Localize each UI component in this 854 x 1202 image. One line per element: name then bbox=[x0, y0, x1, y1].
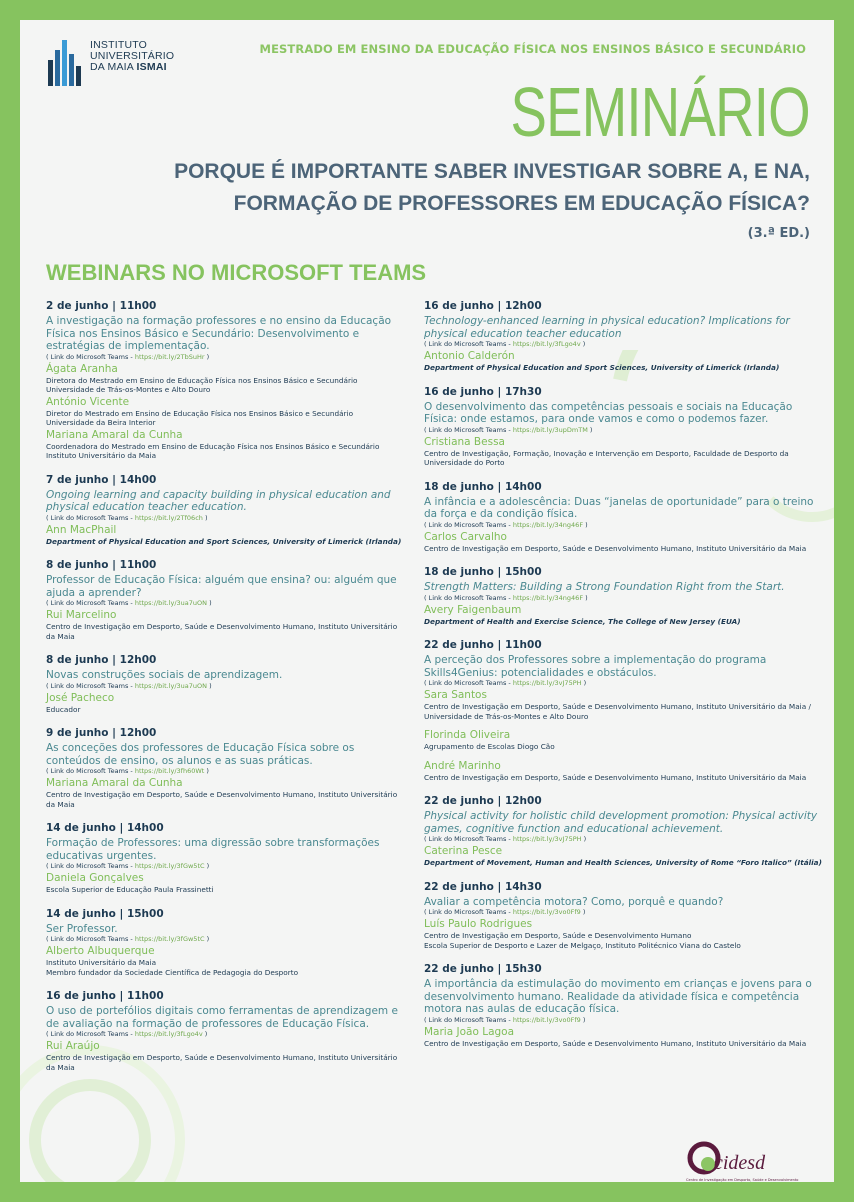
speaker-affiliation: Centro de Investigação em Desporto, Saúde e Desenvolvimento Humano, Instituto Universitário da Maia bbox=[424, 772, 807, 782]
link-prefix: ( Link do Microsoft Teams - bbox=[46, 513, 135, 522]
speaker-name: Cristiana Bessa bbox=[424, 435, 505, 448]
speaker-name: Rui Araújo bbox=[46, 1040, 100, 1052]
event-block bbox=[424, 963, 822, 1048]
speaker-affiliation: Centro de Investigação em Desporto, Saúde e Desenvolvimento Humano, Instituto Universitário da Maia bbox=[46, 790, 398, 809]
speaker-affiliation: Department of Physical Education and Sport Sciences, University of Limerick (Irlanda) bbox=[424, 363, 780, 372]
event-date: 18 de junho | 14h00 bbox=[424, 480, 542, 493]
event-date: 7 de junho | 14h00 bbox=[46, 473, 157, 486]
speaker-affiliation: Centro de Investigação em Desporto, Saúde e Desenvolvimento Humano, Instituto Universitário da Maia bbox=[46, 622, 398, 641]
link-suffix: ) bbox=[204, 767, 209, 775]
ismai-logo-icon bbox=[48, 40, 84, 86]
speaker-name: Caterina Pesce bbox=[424, 845, 503, 857]
speaker-name: Avery Faigenbaum bbox=[424, 603, 522, 616]
speaker-name: Alberto Albuquerque bbox=[46, 945, 155, 957]
event-date: 18 de junho | 15h00 bbox=[424, 566, 542, 578]
speaker-affiliation: Centro de Investigação em Desporto, Saúde e Desenvolvimento Humano, Instituto Universitário da Maia bbox=[46, 1053, 398, 1072]
link-prefix: ( Link do Microsoft Teams - bbox=[46, 599, 135, 607]
speaker-name: Carlos Carvalho bbox=[424, 530, 507, 543]
teams-link-line bbox=[424, 835, 822, 843]
event-title: Novas construções sociais de aprendizagem. bbox=[46, 669, 283, 681]
teams-link[interactable]: https://bit.ly/34ng46F bbox=[512, 520, 584, 529]
speaker-affiliation: Diretora do Mestrado em Ensino de Educação Física nos Ensinos Básico e Secundário bbox=[46, 375, 358, 385]
event-title: Ser Professor. bbox=[46, 922, 118, 935]
speaker-gap bbox=[424, 752, 822, 759]
teams-link[interactable]: https://bit.ly/3upDmTM bbox=[512, 425, 588, 434]
speaker-affiliation: Membro fundador da Sociedade Científica de Pedagogia do Desporto bbox=[46, 967, 299, 977]
link-prefix: ( Link do Microsoft Teams - bbox=[46, 681, 135, 690]
teams-link[interactable]: https://bit.ly/3vo0Ff9 bbox=[512, 1015, 581, 1024]
speaker-name: Rui Marcelino bbox=[46, 609, 117, 621]
speaker-affiliation: Centro de Investigação em Desporto, Saúde e Desenvolvimento Humano bbox=[424, 931, 692, 940]
speaker-affiliation: Department of Movement, Human and Health Sciences, University of Rome “Foro Italico” (Itália) bbox=[424, 858, 822, 867]
event-block bbox=[424, 481, 822, 554]
speaker-name: Luís Paulo Rodrigues bbox=[424, 918, 533, 930]
speaker-name: Sara Santos bbox=[424, 689, 487, 701]
speaker-affiliation: Instituto Universitário da Maia bbox=[46, 958, 157, 967]
speaker-affiliation: Educador bbox=[46, 704, 81, 714]
event-title: Professor de Educação Física: alguém que ensina? ou: alguém que ajuda a aprender? bbox=[46, 574, 397, 599]
teams-link[interactable]: https://bit.ly/34ng46F bbox=[512, 593, 584, 602]
teams-link[interactable]: https://bit.ly/3fLgo4v bbox=[512, 340, 581, 348]
link-suffix: ) bbox=[207, 681, 212, 690]
event-block bbox=[46, 908, 406, 978]
link-prefix: ( Link do Microsoft Teams - bbox=[424, 835, 513, 843]
event-title: A perceção dos Professores sobre a implementação do programa Skills4Genius: potencialidades e obstáculos. bbox=[424, 654, 767, 679]
speaker-affiliation: Department of Health and Exercise Science, The College of New Jersey (EUA) bbox=[424, 616, 741, 626]
speaker-affiliation: Coordenadora do Mestrado em Ensino de Educação Física nos Ensinos Básico e Secundário bbox=[46, 441, 380, 451]
event-title: Technology-enhanced learning in physical education? Implications for physical education teacher education bbox=[424, 315, 790, 340]
link-prefix: ( Link do Microsoft Teams - bbox=[46, 862, 135, 870]
link-prefix: ( Link do Microsoft Teams - bbox=[424, 520, 513, 529]
event-date: 22 de junho | 11h00 bbox=[424, 639, 542, 651]
speaker-name: José Pacheco bbox=[46, 691, 115, 704]
event-block bbox=[424, 795, 822, 868]
logo-line1: INSTITUTO bbox=[90, 39, 148, 51]
teams-link[interactable]: https://bit.ly/3fGw5tC bbox=[134, 862, 205, 870]
link-suffix: ) bbox=[580, 908, 586, 916]
cidesd-caption: Centro de Investigação em Desporto, Saúde e Desenvolvimento Humano · Research Center in Sports Sciences, Health Sciences and Human Development bbox=[686, 1178, 805, 1190]
teams-link[interactable]: https://bit.ly/3vo0Ff9 bbox=[512, 908, 581, 916]
teams-link-line bbox=[46, 599, 406, 607]
teams-link[interactable]: https://bit.ly/3ua7uON bbox=[134, 599, 208, 607]
link-suffix: ) bbox=[581, 679, 587, 687]
event-block bbox=[424, 566, 822, 626]
speaker-gap bbox=[424, 721, 822, 728]
cidesd-name: cidesd bbox=[714, 1152, 766, 1174]
event-date: 2 de junho | 11h00 bbox=[46, 300, 157, 312]
speaker-affiliation: Centro de Investigação, Formação, Inovação e Intervenção em Desporto, Faculdade de Desporto da Universidade do Porto bbox=[424, 448, 789, 467]
logo-line3b: ISMAI bbox=[136, 61, 167, 73]
event-date: 22 de junho | 14h30 bbox=[424, 880, 542, 893]
link-suffix: ) bbox=[583, 593, 588, 602]
event-date: 9 de junho | 12h00 bbox=[46, 727, 157, 739]
event-title: A infância e a adolescência: Duas “janelas de oportunidade” para o treino da força e da condição física. bbox=[424, 495, 814, 520]
logo-text bbox=[90, 40, 174, 73]
teams-link-line bbox=[424, 521, 822, 529]
logo-line2: UNIVERSITÁRIO bbox=[90, 50, 175, 62]
event-block bbox=[424, 639, 822, 782]
speaker-affiliation: Escola Superior de Educação Paula Frassinetti bbox=[46, 885, 214, 894]
event-title: As conceções dos professores de Educação Física sobre os conteúdos de ensino, os alunos e as suas práticas. bbox=[46, 742, 355, 767]
event-block bbox=[46, 990, 406, 1072]
teams-link-line bbox=[424, 1016, 822, 1024]
link-prefix: ( Link do Microsoft Teams - bbox=[424, 425, 513, 434]
link-prefix: ( Link do Microsoft Teams - bbox=[424, 1015, 513, 1024]
link-suffix: ) bbox=[207, 599, 212, 607]
teams-link[interactable]: https://bit.ly/3fh60Wt bbox=[134, 767, 205, 775]
teams-link[interactable]: https://bit.ly/3fGw5tC bbox=[134, 935, 205, 943]
teams-link-line bbox=[424, 594, 822, 602]
link-prefix: ( Link do Microsoft Teams - bbox=[424, 908, 513, 916]
speaker-affiliation: Universidade da Beira Interior bbox=[46, 418, 156, 427]
link-suffix: ) bbox=[581, 835, 587, 843]
event-title: Physical activity for holistic child development promotion: Physical activity games, cognitive function and educational achievement. bbox=[424, 810, 818, 835]
teams-link-line bbox=[424, 426, 822, 434]
event-title: O uso de portefólios digitais como ferramentas de aprendizagem e de avaliação na formação de professores de Educação Física. bbox=[46, 1005, 398, 1030]
teams-link[interactable]: https://bit.ly/3ua7uON bbox=[134, 681, 208, 690]
event-block bbox=[46, 822, 406, 895]
teams-link[interactable]: https://bit.ly/3vJ75PH bbox=[512, 679, 582, 687]
speaker-name: Ann MacPhail bbox=[46, 523, 117, 536]
teams-link-line bbox=[46, 862, 406, 870]
teams-link[interactable]: https://bit.ly/3vJ75PH bbox=[512, 835, 582, 843]
teams-link-line bbox=[424, 340, 822, 348]
master-title: MESTRADO EM ENSINO DA EDUCAÇÃO FÍSICA NOS ENSINOS BÁSICO E SECUNDÁRIO bbox=[259, 42, 806, 56]
event-title: Strength Matters: Building a Strong Foundation Right from the Start. bbox=[424, 581, 785, 593]
teams-link[interactable]: https://bit.ly/2Tf06ch bbox=[134, 513, 203, 522]
seminar-heading: SEMINÁRIO bbox=[510, 73, 810, 151]
speaker-name: Maria João Lagoa bbox=[424, 1025, 515, 1038]
event-date: 22 de junho | 12h00 bbox=[424, 795, 542, 807]
speaker-affiliation: Instituto Universitário da Maia bbox=[46, 451, 157, 460]
speaker-affiliation: Department of Physical Education and Sport Sciences, University of Limerick (Irlanda) bbox=[46, 536, 402, 546]
event-title: Avaliar a competência motora? Como, porquê e quando? bbox=[424, 895, 724, 908]
logo-line3a: DA MAIA bbox=[90, 61, 134, 73]
event-block bbox=[46, 474, 406, 547]
speaker-name: Ágata Aranha bbox=[46, 362, 118, 375]
link-prefix: ( Link do Microsoft Teams - bbox=[46, 767, 135, 775]
link-prefix: ( Link do Microsoft Teams - bbox=[46, 935, 135, 943]
event-block bbox=[46, 727, 406, 809]
teams-link[interactable]: https://bit.ly/3fLgo4v bbox=[134, 1030, 203, 1038]
ismai-logo bbox=[48, 40, 174, 86]
link-suffix: ) bbox=[204, 935, 210, 943]
event-date: 8 de junho | 11h00 bbox=[46, 559, 157, 571]
link-suffix: ) bbox=[204, 862, 210, 870]
link-suffix: ) bbox=[202, 513, 208, 522]
link-prefix: ( Link do Microsoft Teams - bbox=[424, 593, 513, 602]
event-block bbox=[424, 300, 822, 373]
link-suffix: ) bbox=[587, 425, 593, 434]
speaker-affiliation: Centro de Investigação em Desporto, Saúde e Desenvolvimento Humano, Instituto Universitário da Maia / Universidade de Trás-os-Montes e Alto Douro bbox=[424, 702, 811, 721]
teams-link-line bbox=[46, 682, 406, 690]
event-date: 14 de junho | 15h00 bbox=[46, 907, 164, 920]
event-title: O desenvolvimento das competências pessoais e sociais na Educação Física: onde estamos, para onde vamos e como o podemos fazer. bbox=[424, 400, 793, 425]
speaker-affiliation: Centro de Investigação em Desporto, Saúde e Desenvolvimento Humano, Instituto Universitário da Maia bbox=[424, 543, 807, 553]
subtitle-line2: FORMAÇÃO DE PROFESSORES EM EDUCAÇÃO FÍSICA? bbox=[233, 192, 810, 215]
edition-label: (3.ª ED.) bbox=[747, 226, 810, 241]
speaker-affiliation: Universidade de Trás-os-Montes e Alto Douro bbox=[46, 385, 211, 394]
event-title: A investigação na formação professores e no ensino da Educação Física nos Ensinos Básico e Secundário: Desenvolvimento e estratégias de implementação. bbox=[46, 315, 392, 352]
event-block bbox=[46, 300, 406, 461]
teams-link-line bbox=[46, 1030, 406, 1038]
link-suffix: ) bbox=[202, 1030, 208, 1038]
event-title: Ongoing learning and capacity building in physical education and physical education teacher education. bbox=[46, 488, 391, 513]
speaker-affiliation: Escola Superior de Desporto e Lazer de Melgaço, Instituto Politécnico Viana do Castelo bbox=[424, 940, 741, 950]
link-suffix: ) bbox=[580, 1015, 586, 1024]
event-title: Formação de Professores: uma digressão sobre transformações educativas urgentes. bbox=[46, 837, 380, 862]
link-prefix: ( Link do Microsoft Teams - bbox=[424, 340, 513, 348]
link-suffix: ) bbox=[204, 352, 210, 361]
event-block bbox=[46, 654, 406, 714]
speaker-name: Florinda Oliveira bbox=[424, 729, 511, 741]
teams-link-line bbox=[46, 514, 406, 522]
right-event-column bbox=[424, 300, 822, 1061]
event-date: 16 de junho | 11h00 bbox=[46, 990, 164, 1002]
event-title: A importância da estimulação do movimento em crianças e jovens para o desenvolvimento humano. Realidade da atividade física e competência motora nas aulas de educação física. bbox=[424, 978, 812, 1015]
speaker-name: António Vicente bbox=[46, 395, 130, 408]
event-date: 14 de junho | 14h00 bbox=[46, 822, 164, 834]
teams-link-line bbox=[424, 908, 822, 916]
event-date: 16 de junho | 17h30 bbox=[424, 385, 542, 398]
event-date: 22 de junho | 15h30 bbox=[424, 963, 542, 975]
link-prefix: ( Link do Microsoft Teams - bbox=[424, 679, 513, 687]
teams-link[interactable]: https://bit.ly/2TbSuHr bbox=[134, 352, 205, 361]
event-block bbox=[46, 559, 406, 641]
webinars-heading: WEBINARS NO MICROSOFT TEAMS bbox=[46, 260, 427, 285]
link-suffix: ) bbox=[583, 520, 588, 529]
event-date: 8 de junho | 12h00 bbox=[46, 654, 157, 666]
speaker-name: Daniela Gonçalves bbox=[46, 872, 144, 884]
speaker-name: Mariana Amaral da Cunha bbox=[46, 428, 183, 441]
event-block bbox=[424, 386, 822, 468]
subtitle-line1: PORQUE É IMPORTANTE SABER INVESTIGAR SOBRE A, E NA, bbox=[174, 160, 810, 183]
teams-link-line bbox=[424, 679, 822, 687]
speaker-affiliation: Agrupamento de Escolas Diogo Cão bbox=[424, 742, 555, 751]
link-prefix: ( Link do Microsoft Teams - bbox=[46, 1030, 135, 1038]
teams-link-line bbox=[46, 353, 406, 361]
speaker-affiliation: Diretor do Mestrado em Ensino de Educação Física nos Ensinos Básico e Secundário bbox=[46, 408, 354, 418]
teams-link-line bbox=[46, 767, 406, 775]
speaker-name: André Marinho bbox=[424, 759, 501, 772]
speaker-affiliation: Centro de Investigação em Desporto, Saúde e Desenvolvimento Humano, Instituto Universitário da Maia bbox=[424, 1038, 807, 1048]
link-prefix: ( Link do Microsoft Teams - bbox=[46, 352, 135, 361]
event-block bbox=[424, 881, 822, 951]
left-event-column bbox=[46, 300, 406, 1085]
speaker-name: Mariana Amaral da Cunha bbox=[46, 777, 183, 789]
teams-link-line bbox=[46, 935, 406, 943]
link-suffix: ) bbox=[580, 340, 586, 348]
seminar-subtitle bbox=[110, 156, 810, 220]
event-date: 16 de junho | 12h00 bbox=[424, 300, 542, 312]
speaker-name: Antonio Calderón bbox=[424, 350, 515, 362]
